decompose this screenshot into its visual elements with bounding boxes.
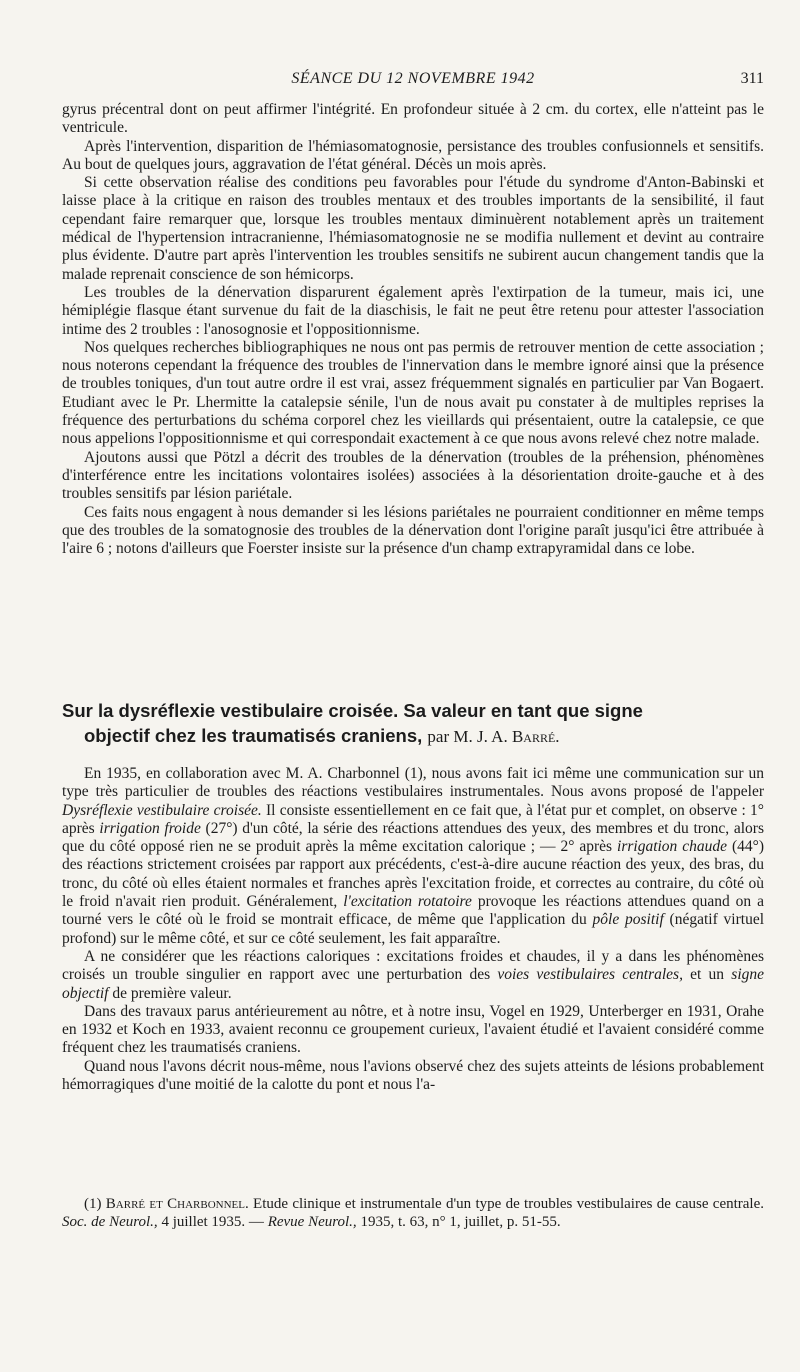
preceding-article-text [62,101,764,558]
paragraph: Après l'intervention, disparition de l'hémiasomatognosie, persistance des troubles confusionnels et sensitifs. Au bout de quelques jours, aggravation de l'état général. Décès un mois après. [62,137,764,173]
paragraph: Ces faits nous engagent à nous demander si les lésions pariétales ne pourraient conditionner en même temps que des troubles de la somatognosie des troubles de la dénervation dont l'origine paraît jusqu'ici être attribuée à l'aire 6 ; notons d'ailleurs que Foerster insiste sur la présence d'un champ extrapyramidal dans ce lobe. [62,503,764,558]
paragraph: gyrus précentral dont on peut affirmer l'intégrité. En profondeur située à 2 cm. du cortex, elle n'atteint pas le ventricule. [62,101,764,137]
article-paragraph [62,948,764,1003]
article-paragraph: Dans des travaux parus antérieurement au nôtre, et à notre insu, Vogel en 1929, Unterberger en 1931, Orahe en 1932 et Koch en 1933, avaient reconnu ce groupement curieux, l'avaient étudié et l'avaient considéré comme fréquent chez les traumatisés craniens. [62,1002,764,1057]
text-run: (27°) d'un côté, la série des réactions attendues des yeux, des membres et du tronc, alors que du côté opposé rien ne se produit après la même excitation calorique ; — 2° après [62,819,764,856]
paragraph: Nos quelques recherches bibliographiques ne nous ont pas permis de retrouver mention de cette association ; nous noterons cependant la fréquence des troubles de l'innervation dans le membre ignoré ainsi que la présence de troubles toniques, d'un tout autre ordre il est vrai, assez fréquemment signalés en particulier par Van Bogaert. Etudiant avec le Pr. Lhermitte la catalepsie sénile, l'un de nous avait pu constater à de multiples reprises la fréquence des perturbations du schéma corporel chez les vieillards qui présentaient, outre la catalepsie, ce que nous appelions l'oppositionnisme et qui correspondait exactement à ce que nous avons relevé chez notre malade. [62,338,764,448]
italic-term: signe objectif [62,966,764,1002]
page-number: 311 [740,70,764,87]
article-paragraph: Quand nous l'avons décrit nous-même, nous l'avions observé chez des sujets atteints de lésions probablement hémorragiques d'une moitié de la calotte du pont et nous l'a- [62,1057,764,1094]
text-run: En 1935, en collaboration avec M. A. Charbonnel (1), nous avons fait ici même une communication sur un type très particulier de troubles des réactions vestibulaires instrumentales. Nous avons proposé de l'appeler [62,765,764,801]
byline-prefix: par M. J. A. [427,727,508,746]
text-run: A ne considérer que les réactions caloriques : excitations froides et chaudes, il y a dans les phénomènes croisés un trouble singulier en rapport avec une perturbation des [62,947,764,984]
article-byline [427,727,559,746]
text-run: Etude clinique et instrumentale d'un type de troubles vestibulaires de cause centrale. [248,1196,765,1212]
article-title-line-2-text: objectif chez les traumatisés craniens, [84,725,423,746]
article-title-line-2 [62,723,764,749]
article-paragraph [62,765,764,948]
italic-term: Dysréflexie vestibulaire croisée. [62,801,262,819]
italic-term: l'excitation rotatoire [343,893,472,911]
text-run: 1935, t. 63, n° 1, juillet, p. 51-55. [356,1213,561,1230]
footnote-marker: (1) [84,1196,102,1212]
article-title-line-1: Sur la dysréflexie vestibulaire croisée. Sa valeur en tant que signe [62,700,643,721]
running-head [62,70,764,92]
text-run: (négatif virtuel profond) sur le même côté, et sur ce côté seulement, les fait apparaître. [62,911,765,947]
italic-term: irrigation froide [99,819,201,837]
footnote-authors: Barré et Charbonnel. [105,1196,249,1212]
italic-term: voies vestibulaires centrales, [497,966,683,984]
article-body [62,765,764,1094]
footnote [62,1196,764,1231]
italic-term: irrigation chaude [617,838,728,856]
text-run: de première valeur. [108,984,232,1002]
text-run: (44°) des réactions strictement croisées par rapport aux précédents, c'est-à-dire aucune réaction des yeux, des bras, du tronc, du côté où elles étaient normales et franches après l'excitation froide, et correctes au contraire, du côté où le froid n'avait rien produit. Généralement, [62,838,764,911]
text-run: 4 juillet 1935. — [157,1213,268,1230]
article-title [62,698,764,749]
italic-term: pôle positif [592,911,664,929]
running-head-title: SÉANCE DU 12 NOVEMBRE 1942 [291,70,535,87]
journal-name: Revue Neurol., [267,1213,357,1230]
paragraph: Les troubles de la dénervation disparurent également après l'extirpation de la tumeur, mais ici, une hémiplégie flasque étant survenue du fait de la diaschisis, le fait ne peut être retenu pour attester l'association intime des 2 troubles : l'anosognosie et l'oppositionnisme. [62,283,764,338]
paragraph: Ajoutons aussi que Pötzl a décrit des troubles de la dénervation (troubles de la préhension, phénomènes d'interférence entre les incitations volontaires isolées) associées à la désorientation droite-gauche et à des troubles sensitifs par lésion pariétale. [62,448,764,503]
footnote-text [62,1196,764,1231]
text-run: provoque les réactions attendues quand on a tourné vers le côté où le froid se montrait efficace, de même que l'application du [62,893,765,929]
text-run: Il consiste essentiellement en ce fait que, à l'état pur et complet, on observe : 1° après [62,801,764,837]
paragraph: Si cette observation réalise des conditions peu favorables pour l'étude du syndrome d'Anton-Babinski et laisse place à la critique en raison des troubles mentaux et des troubles importants de la sensibilité, il faut cependant faire remarquer que, lorsque les troubles mentaux diminuèrent notablement après un traitement médical de l'hypertension intracranienne, l'hémiasomatognosie ne se modifia nullement et devint au contraire plus évidente. D'autre part après l'intervention les troubles sensitifs ne subirent aucun changement tandis que la malade reprenait conscience de son hémicorps. [62,174,764,283]
text-run: et un [682,966,732,984]
journal-name: Soc. de Neurol., [62,1213,158,1230]
author-name: Barré. [511,727,560,746]
